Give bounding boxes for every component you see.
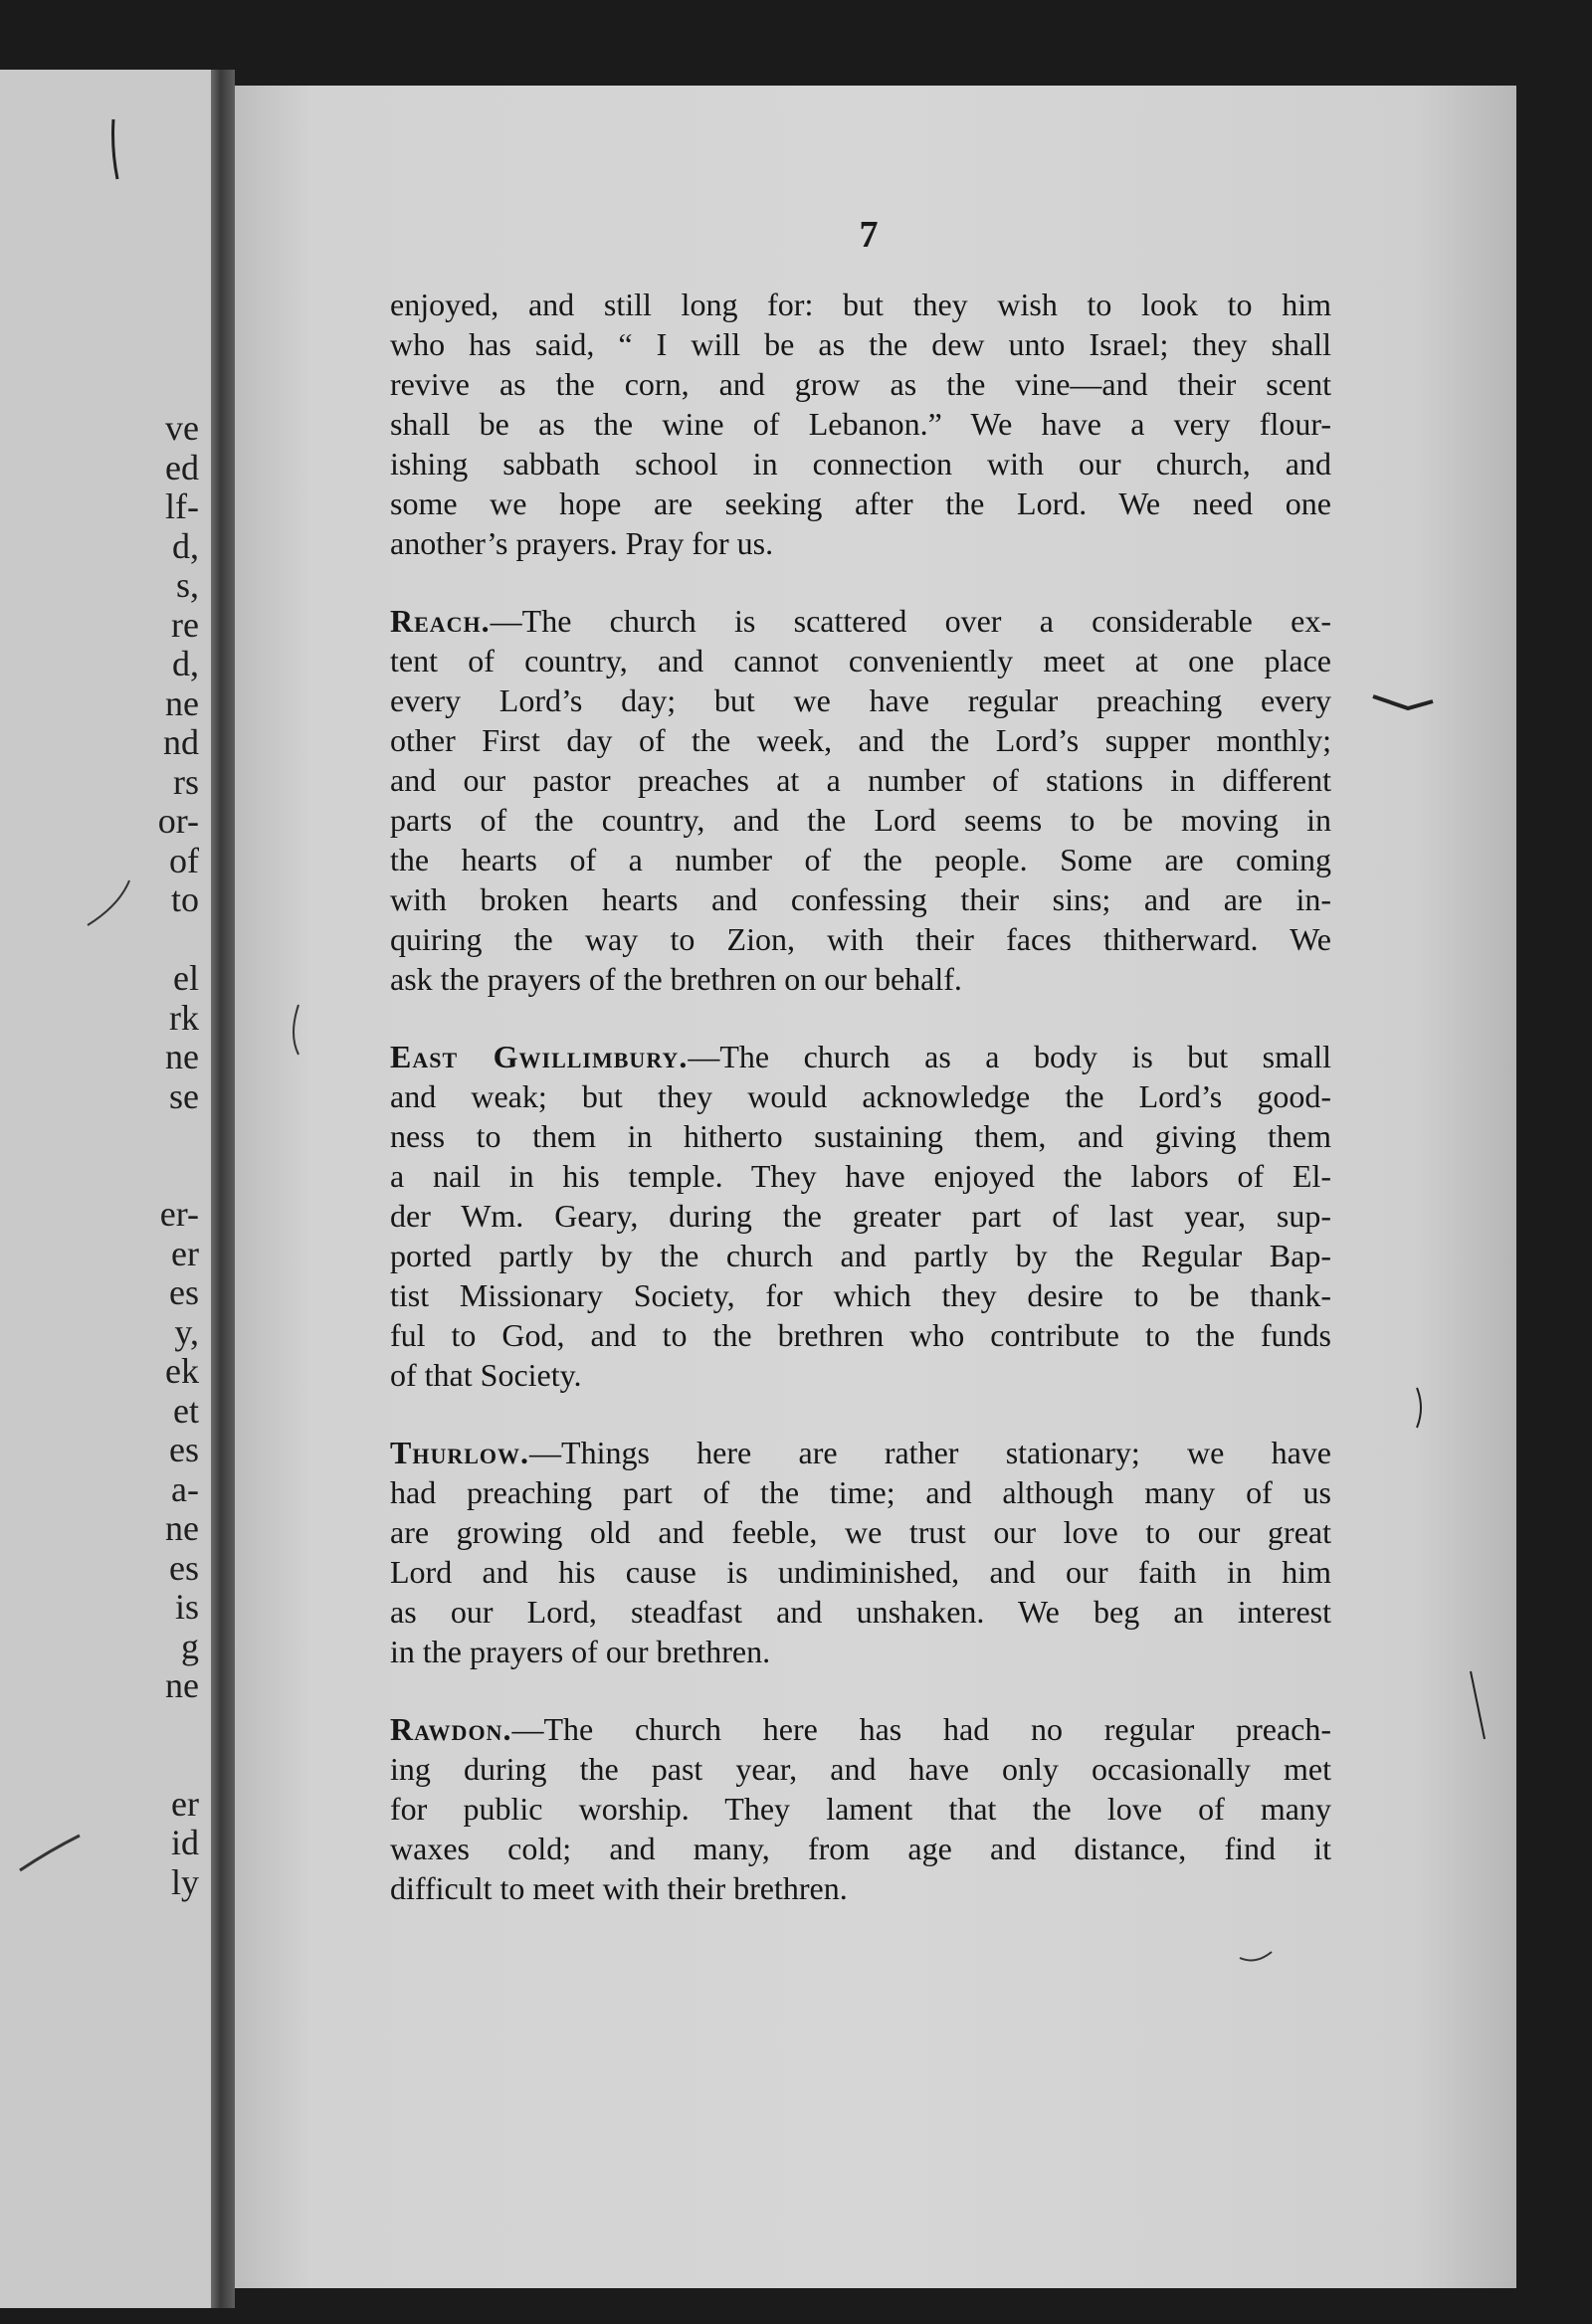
section-heading: Rawdon. — [390, 1711, 512, 1747]
left-page-fragment: es — [169, 1272, 199, 1312]
section-heading: Reach. — [390, 603, 491, 639]
text-line: in the prayers of our brethren. — [390, 1634, 771, 1669]
paragraph — [390, 1037, 1331, 1395]
left-page-fragment: d, — [172, 525, 199, 566]
paragraph — [390, 601, 1331, 999]
left-page-fragment: et — [173, 1390, 199, 1431]
left-page-fragment: el — [173, 958, 199, 998]
left-page-fragment: se — [169, 1075, 199, 1116]
text-line: the hearts of a number of the people. Some are coming — [390, 842, 1331, 877]
right-page — [235, 86, 1516, 2288]
paragraph — [390, 1433, 1331, 1671]
text-line: of that Society. — [390, 1357, 582, 1393]
left-page-fragment: s, — [175, 565, 199, 605]
text-line: tent of country, and cannot conveniently meet at one place — [390, 643, 1331, 678]
text-line: der Wm. Geary, during the greater part of last year, sup- — [390, 1198, 1331, 1234]
text-line: enjoyed, and still long for: but they wish to look to him — [390, 287, 1331, 322]
left-page-fragment: es — [169, 1430, 199, 1469]
text-line: ing during the past year, and have only occasionally met — [390, 1751, 1331, 1787]
left-page-fragment: or- — [157, 801, 199, 841]
text-line: difficult to meet with their brethren. — [390, 1870, 848, 1906]
text-line — [390, 1433, 1331, 1472]
text-line: quiring the way to Zion, with their faces thitherward. We — [390, 921, 1331, 957]
text-line — [390, 1709, 1331, 1749]
left-page-fragment: y, — [174, 1311, 199, 1352]
text-line: another’s prayers. Pray for us. — [390, 525, 774, 561]
left-page-fragment: er — [171, 1783, 199, 1824]
text-line: had preaching part of the time; and although many of us — [390, 1474, 1331, 1510]
left-page-fragment: ne — [165, 682, 199, 723]
text-line: are growing old and feeble, we trust our love to our great — [390, 1514, 1331, 1550]
text-line: ful to God, and to the brethren who contribute to the funds — [390, 1317, 1331, 1353]
left-page-fragment: ek — [165, 1351, 199, 1391]
text-line: every Lord’s day; but we have regular preaching every — [390, 682, 1331, 718]
left-page-fragment: nd — [163, 722, 199, 762]
page-number: 7 — [859, 214, 879, 256]
text-line: tist Missionary Society, for which they desire to be thank- — [390, 1277, 1331, 1313]
text-line: who has said, “ I will be as the dew unto Israel; they shall — [390, 326, 1331, 362]
left-page-fragment: ne — [165, 1037, 199, 1076]
text-line-content: —The church here has had no regular preach- — [511, 1711, 1331, 1747]
text-line: parts of the country, and the Lord seems to be moving in — [390, 802, 1331, 838]
text-line: other First day of the week, and the Lord’s supper monthly; — [390, 722, 1331, 758]
text-line: ported partly by the church and partly by the Regular Bap- — [390, 1238, 1331, 1273]
text-line: ask the prayers of the brethren on our behalf. — [390, 961, 962, 997]
text-line: revive as the corn, and grow as the vine—and their scent — [390, 366, 1331, 402]
left-page-fragment: lf- — [165, 486, 199, 526]
left-page-edge — [0, 70, 211, 2308]
text-line: some we hope are seeking after the Lord. We need one — [390, 485, 1331, 521]
paragraph — [390, 285, 1331, 563]
paragraph — [390, 1709, 1331, 1908]
left-page-fragment: of — [169, 840, 199, 880]
left-page-fragment: ne — [165, 1665, 199, 1705]
left-page-fragment: re — [171, 604, 199, 645]
text-line-content: —The church as a body is but small — [688, 1039, 1331, 1074]
text-line: for public worship. They lament that the love of many — [390, 1791, 1331, 1827]
left-page-fragment: er — [171, 1233, 199, 1273]
text-line-content: —The church is scattered over a considerable ex- — [490, 603, 1331, 639]
left-page-fragment: is — [174, 1587, 199, 1627]
left-page-fragment: ve — [165, 408, 199, 448]
text-line: ness to them in hitherto sustaining them, and giving them — [390, 1118, 1331, 1154]
left-page-fragment: id — [170, 1823, 199, 1862]
left-page-fragment: ne — [165, 1508, 199, 1548]
text-line: Lord and his cause is undiminished, and our faith in him — [390, 1554, 1331, 1590]
text-line: a nail in his temple. They have enjoyed the labors of El- — [390, 1158, 1331, 1194]
text-line: as our Lord, steadfast and unshaken. We beg an interest — [390, 1594, 1331, 1630]
text-line: waxes cold; and many, from age and distance, find it — [390, 1831, 1331, 1866]
text-line — [390, 601, 1331, 641]
left-page-fragment: rs — [173, 761, 199, 802]
text-line: and our pastor preaches at a number of stations in different — [390, 762, 1331, 798]
section-heading: East Gwillimbury. — [390, 1039, 689, 1074]
left-page-fragment: to — [170, 879, 199, 919]
text-line: shall be as the wine of Lebanon.” We have a very flour- — [390, 406, 1331, 442]
book-gutter — [211, 70, 235, 2308]
text-line: and weak; but they would acknowledge the Lord’s good- — [390, 1078, 1331, 1114]
page-text — [390, 285, 1331, 1946]
text-line: with broken hearts and confessing their sins; and are in- — [390, 881, 1331, 917]
left-page-fragment: ly — [170, 1861, 199, 1902]
left-page-fragment: rk — [169, 997, 199, 1038]
left-page-fragment: a- — [171, 1468, 199, 1509]
left-page-fragment: g — [181, 1626, 199, 1666]
left-page-fragment: ed — [165, 447, 199, 487]
text-line-content: —Things here are rather stationary; we have — [529, 1435, 1331, 1470]
left-page-fragment: er- — [159, 1194, 199, 1234]
left-page-fragment: es — [169, 1547, 199, 1588]
left-page-fragment: d, — [172, 644, 199, 683]
text-line: ishing sabbath school in connection with our church, and — [390, 446, 1331, 482]
section-heading: Thurlow. — [390, 1435, 530, 1470]
text-line — [390, 1037, 1331, 1076]
